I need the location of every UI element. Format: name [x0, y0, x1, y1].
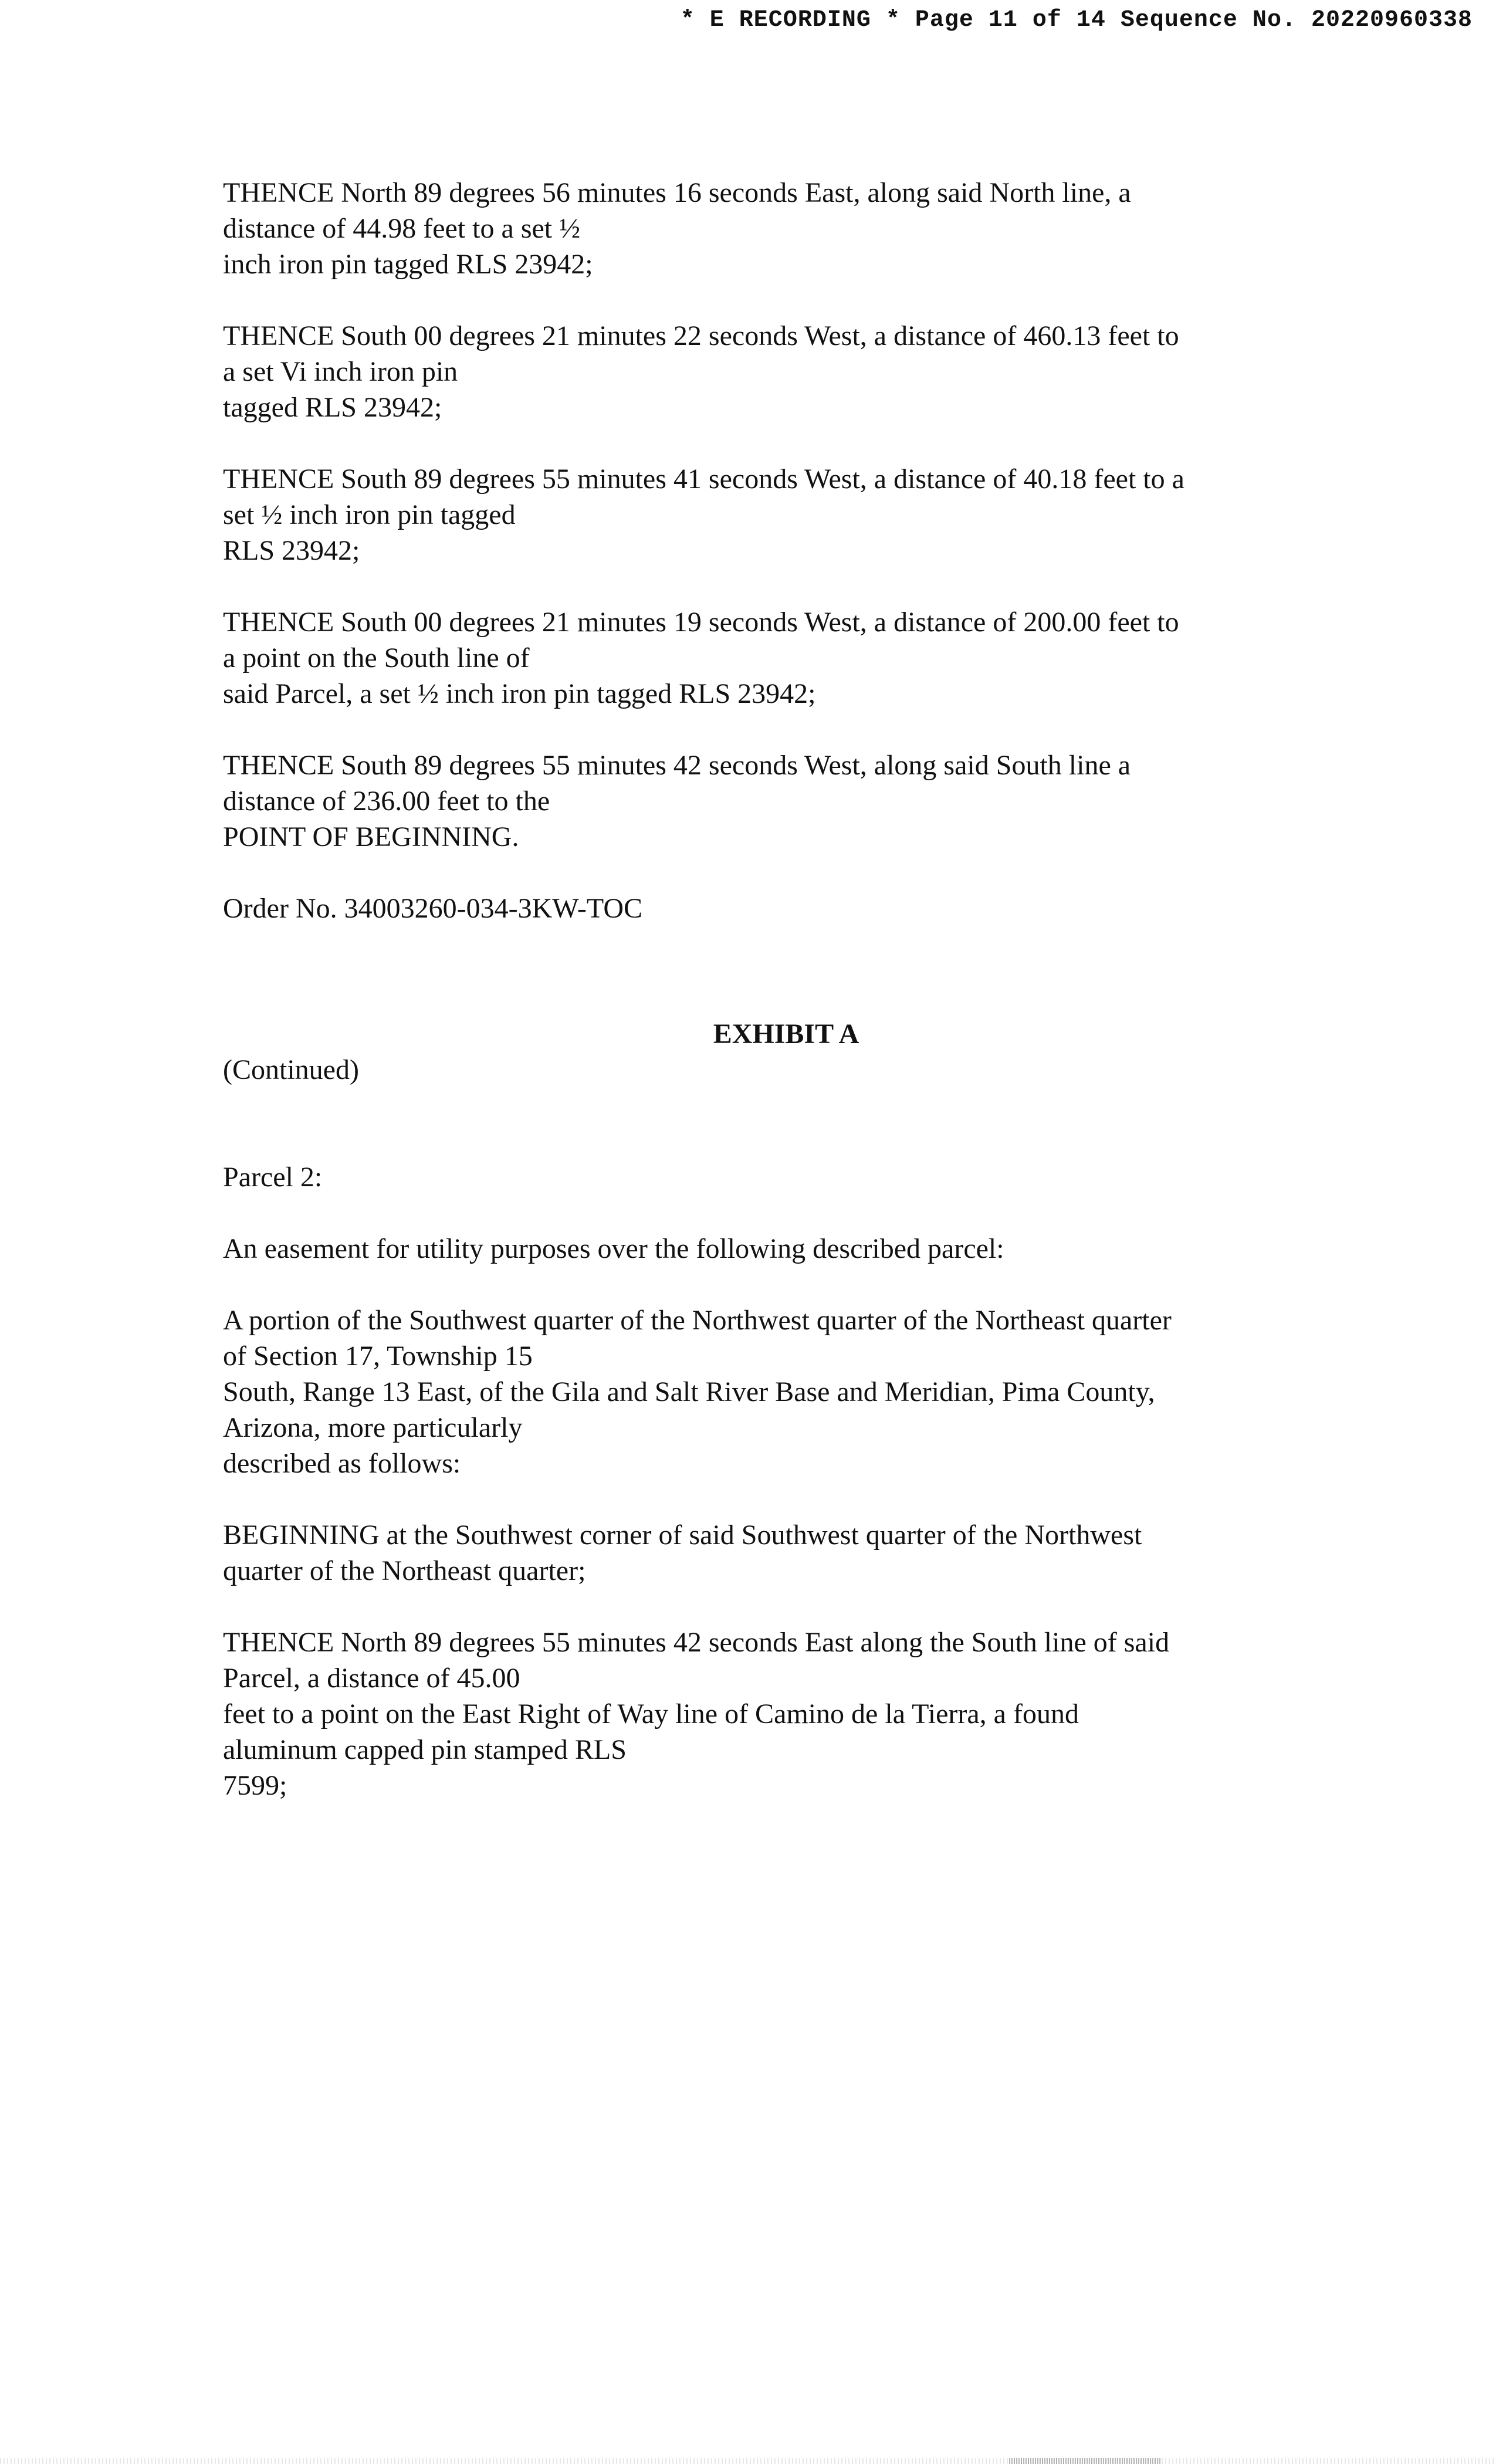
paragraph-thence-south-1	[223, 318, 1279, 425]
text-line: THENCE South 00 degrees 21 minutes 19 seconds West, a distance of 200.00 feet to	[223, 607, 1179, 638]
text-line: distance of 44.98 feet to a set ½	[223, 213, 581, 244]
spacer	[223, 1088, 1279, 1159]
text-line: RLS 23942;	[223, 535, 360, 566]
spacer	[223, 962, 1279, 1016]
document-body	[223, 175, 1279, 1839]
paragraph-beginning	[223, 1517, 1279, 1589]
text-line: Parcel, a distance of 45.00	[223, 1663, 520, 1694]
text-line: A portion of the Southwest quarter of the Northwest quarter of the Northeast quarter	[223, 1305, 1172, 1336]
paragraph-thence-south-3	[223, 604, 1279, 712]
text-line: quarter of the Northeast quarter;	[223, 1555, 586, 1586]
text-line: BEGINNING at the Southwest corner of said Southwest quarter of the Northwest	[223, 1519, 1142, 1551]
text-line: feet to a point on the East Right of Way line of Camino de la Tierra, a found	[223, 1698, 1079, 1729]
continued-label: (Continued)	[223, 1054, 359, 1085]
text-line: THENCE North 89 degrees 55 minutes 42 seconds East along the South line of said	[223, 1627, 1170, 1658]
text-line: THENCE North 89 degrees 56 minutes 16 seconds East, along said North line, a	[223, 177, 1131, 208]
paragraph-portion-description	[223, 1302, 1279, 1481]
text-line: aluminum capped pin stamped RLS	[223, 1734, 627, 1765]
scan-edge-artifact	[0, 2458, 1496, 2464]
text-line: THENCE South 89 degrees 55 minutes 42 seconds West, along said South line a	[223, 750, 1131, 781]
text-line: a set Vi inch iron pin	[223, 356, 458, 387]
parcel-label: Parcel 2:	[223, 1162, 323, 1193]
paragraph-thence-south-2	[223, 461, 1279, 568]
text-line: South, Range 13 East, of the Gila and Salt River Base and Meridian, Pima County,	[223, 1376, 1155, 1407]
scan-edge-artifact	[1009, 2458, 1162, 2464]
text-line: 7599;	[223, 1770, 287, 1801]
paragraph-thence-north-2	[223, 1624, 1279, 1803]
paragraph-thence-north-1	[223, 175, 1279, 282]
easement-statement: An easement for utility purposes over the following described parcel:	[223, 1233, 1004, 1264]
text-line: THENCE South 00 degrees 21 minutes 22 seconds West, a distance of 460.13 feet to	[223, 320, 1179, 351]
exhibit-heading: EXHIBIT A	[713, 1018, 859, 1050]
text-line: a point on the South line of	[223, 642, 530, 673]
recording-header: * E RECORDING * Page 11 of 14 Sequence No. 20220960338	[680, 7, 1473, 33]
order-number: Order No. 34003260-034-3KW-TOC	[223, 893, 643, 924]
text-line: tagged RLS 23942;	[223, 392, 442, 423]
text-line: described as follows:	[223, 1448, 461, 1479]
text-line: inch iron pin tagged RLS 23942;	[223, 249, 593, 280]
text-line: set ½ inch iron pin tagged	[223, 499, 516, 530]
text-line: POINT OF BEGINNING.	[223, 821, 519, 852]
paragraph-thence-south-4	[223, 747, 1279, 855]
text-line: distance of 236.00 feet to the	[223, 786, 550, 817]
text-line: Arizona, more particularly	[223, 1412, 523, 1443]
text-line: said Parcel, a set ½ inch iron pin tagged RLS 23942;	[223, 678, 816, 709]
text-line: of Section 17, Township 15	[223, 1341, 533, 1372]
text-line: THENCE South 89 degrees 55 minutes 41 seconds West, a distance of 40.18 feet to a	[223, 463, 1184, 495]
